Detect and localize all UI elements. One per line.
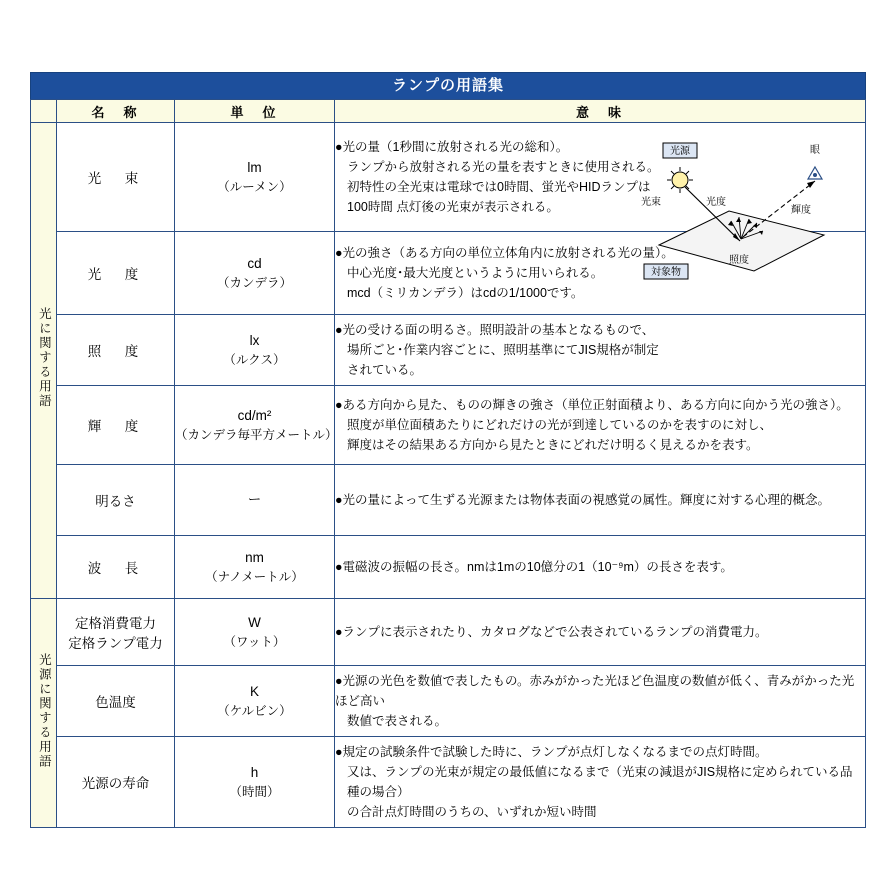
term-meaning [335,599,866,666]
term-meaning [335,315,866,386]
term-name: 波 長 [57,536,175,599]
meaning-line: ●電磁波の振幅の長さ。nmは1mの10億分の1（10⁻⁹m）の長さを表す。 [335,560,733,574]
label-intensity: 光度 [706,197,726,208]
term-unit-main: cd [247,256,262,272]
table-row [31,666,866,737]
term-name: 輝 度 [57,386,175,465]
meaning-line: 数値で表される。 [347,714,448,728]
term-meaning [335,536,866,599]
meaning-line: の合計点灯時間のうちの、いずれか短い時間 [347,805,597,819]
term-name: 光源の寿命 [57,737,175,828]
meaning-line: 100時間 点灯後の光束が表示される。 [347,200,559,214]
header-meaning: 意 味 [335,100,866,123]
meaning-line: ●光の強さ（ある方向の単位立体角内に放射される光の量）。 [335,246,674,260]
glossary-table [30,99,866,828]
meaning-line: ●光源の光色を数値で表したもの。赤みがかった光ほど色温度の数値が低く、青みがかった光ほど高い [335,674,855,708]
term-unit-main: W [248,615,261,631]
meaning-line: ランプから放射される光の量を表すときに使用される。 [347,160,660,174]
table-header-row [31,100,866,123]
group-label-source-text: 光源に関する用語 [37,652,52,769]
group-label-light-text: 光に関する用語 [37,307,52,409]
group-label-light [31,123,57,599]
meaning-line: 又は、ランプの光束が規定の最低値になるまで（光束の減退がJIS規格に定められている品種の場合） [347,765,853,799]
term-name-line2: 定格ランプ電力 [68,636,163,651]
term-meaning [335,666,866,737]
label-object: 対象物 [651,267,681,278]
meaning-line: されている。 [347,363,423,377]
term-unit [175,666,335,737]
table-row [31,737,866,828]
eye-icon [808,167,822,179]
term-unit [175,232,335,315]
meaning-line: ●規定の試験条件で試験した時に、ランプが点灯しなくなるまでの点灯時間。 [335,745,768,759]
term-unit [175,123,335,232]
term-unit-main: nm [245,550,264,566]
term-unit [175,465,335,536]
term-name: 光 度 [57,232,175,315]
meaning-line: ●ランプに表示されたり、カタログなどで公表されているランプの消費電力。 [335,625,768,639]
sun-icon [667,167,693,193]
term-name [57,599,175,666]
label-flux: 光束 [641,197,661,208]
term-name: 色温度 [57,666,175,737]
term-name: 光 束 [57,123,175,232]
term-unit [175,599,335,666]
header-name: 名 称 [57,100,175,123]
light-diagram-svg [619,123,859,291]
label-eye: 眼 [810,145,820,156]
term-unit-main: lm [247,160,262,176]
meaning-line: 初特性の全光束は電球では0時間、蛍光やHIDランプは [347,180,651,194]
term-unit-sub: （時間） [229,784,280,799]
term-unit-sub: （ルクス） [223,352,286,367]
meaning-line: ●光の量によって生ずる光源または物体表面の視感覚の属性。輝度に対する心理的概念。 [335,493,831,507]
label-luminance: 輝度 [791,205,811,216]
meaning-line: 照度が単位面積あたりにどれだけの光が到達しているのかを表すのに対し、 [347,418,773,432]
term-unit-sub: （ケルビン） [217,703,292,718]
term-meaning [335,386,866,465]
term-name-line1: 定格消費電力 [75,616,156,631]
term-unit-sub: （ワット） [223,634,286,649]
term-unit [175,737,335,828]
meaning-line: 中心光度･最大光度というように用いられる。 [347,266,604,280]
term-unit-sub: （ナノメートル） [205,569,304,584]
table-row [31,465,866,536]
term-name: 照 度 [57,315,175,386]
table-row [31,386,866,465]
header-unit: 単 位 [175,100,335,123]
term-name: 明るさ [57,465,175,536]
term-unit-main: h [250,765,259,781]
meaning-line: ●ある方向から見た、ものの輝きの強さ（単位正射面積より、ある方向に向かう光の強さ）。 [335,398,849,412]
meaning-line: 場所ごと･作業内容ごとに、照明基準にてJIS規格が制定 [347,343,659,357]
meaning-line: ●光の受ける面の明るさ。照明設計の基本となるもので、 [335,323,655,337]
table-row [31,315,866,386]
label-illuminance: 照度 [729,255,749,266]
table-row [31,536,866,599]
term-unit-sub: （ルーメン） [217,179,292,194]
table-row [31,123,866,232]
term-unit-main: cd/m² [237,408,272,424]
label-source: 光源 [670,146,690,157]
header-spacer [31,100,57,123]
term-unit-sub: （カンデラ毎平方メートル） [175,427,338,442]
term-unit [175,315,335,386]
term-unit [175,386,338,465]
term-meaning [335,465,866,536]
term-unit-main: lx [249,333,260,349]
table-row [31,599,866,666]
term-unit-sub: （カンデラ） [216,275,292,290]
term-unit-main: K [249,684,259,700]
meaning-line: mcd（ミリカンデラ）はcdの1/1000です。 [347,286,584,300]
group-label-source [31,599,57,828]
term-unit [175,536,335,599]
term-meaning [335,737,866,828]
meaning-line: 輝度はその結果ある方向から見たときにどれだけ明るく見えるかを表す。 [347,438,759,452]
page-title: ランプの用語集 [30,72,866,99]
light-diagram-figure [619,123,859,291]
meaning-line: ●光の量（1秒間に放射される光の総和）。 [335,140,569,154]
term-unit-main: ー [247,492,262,508]
